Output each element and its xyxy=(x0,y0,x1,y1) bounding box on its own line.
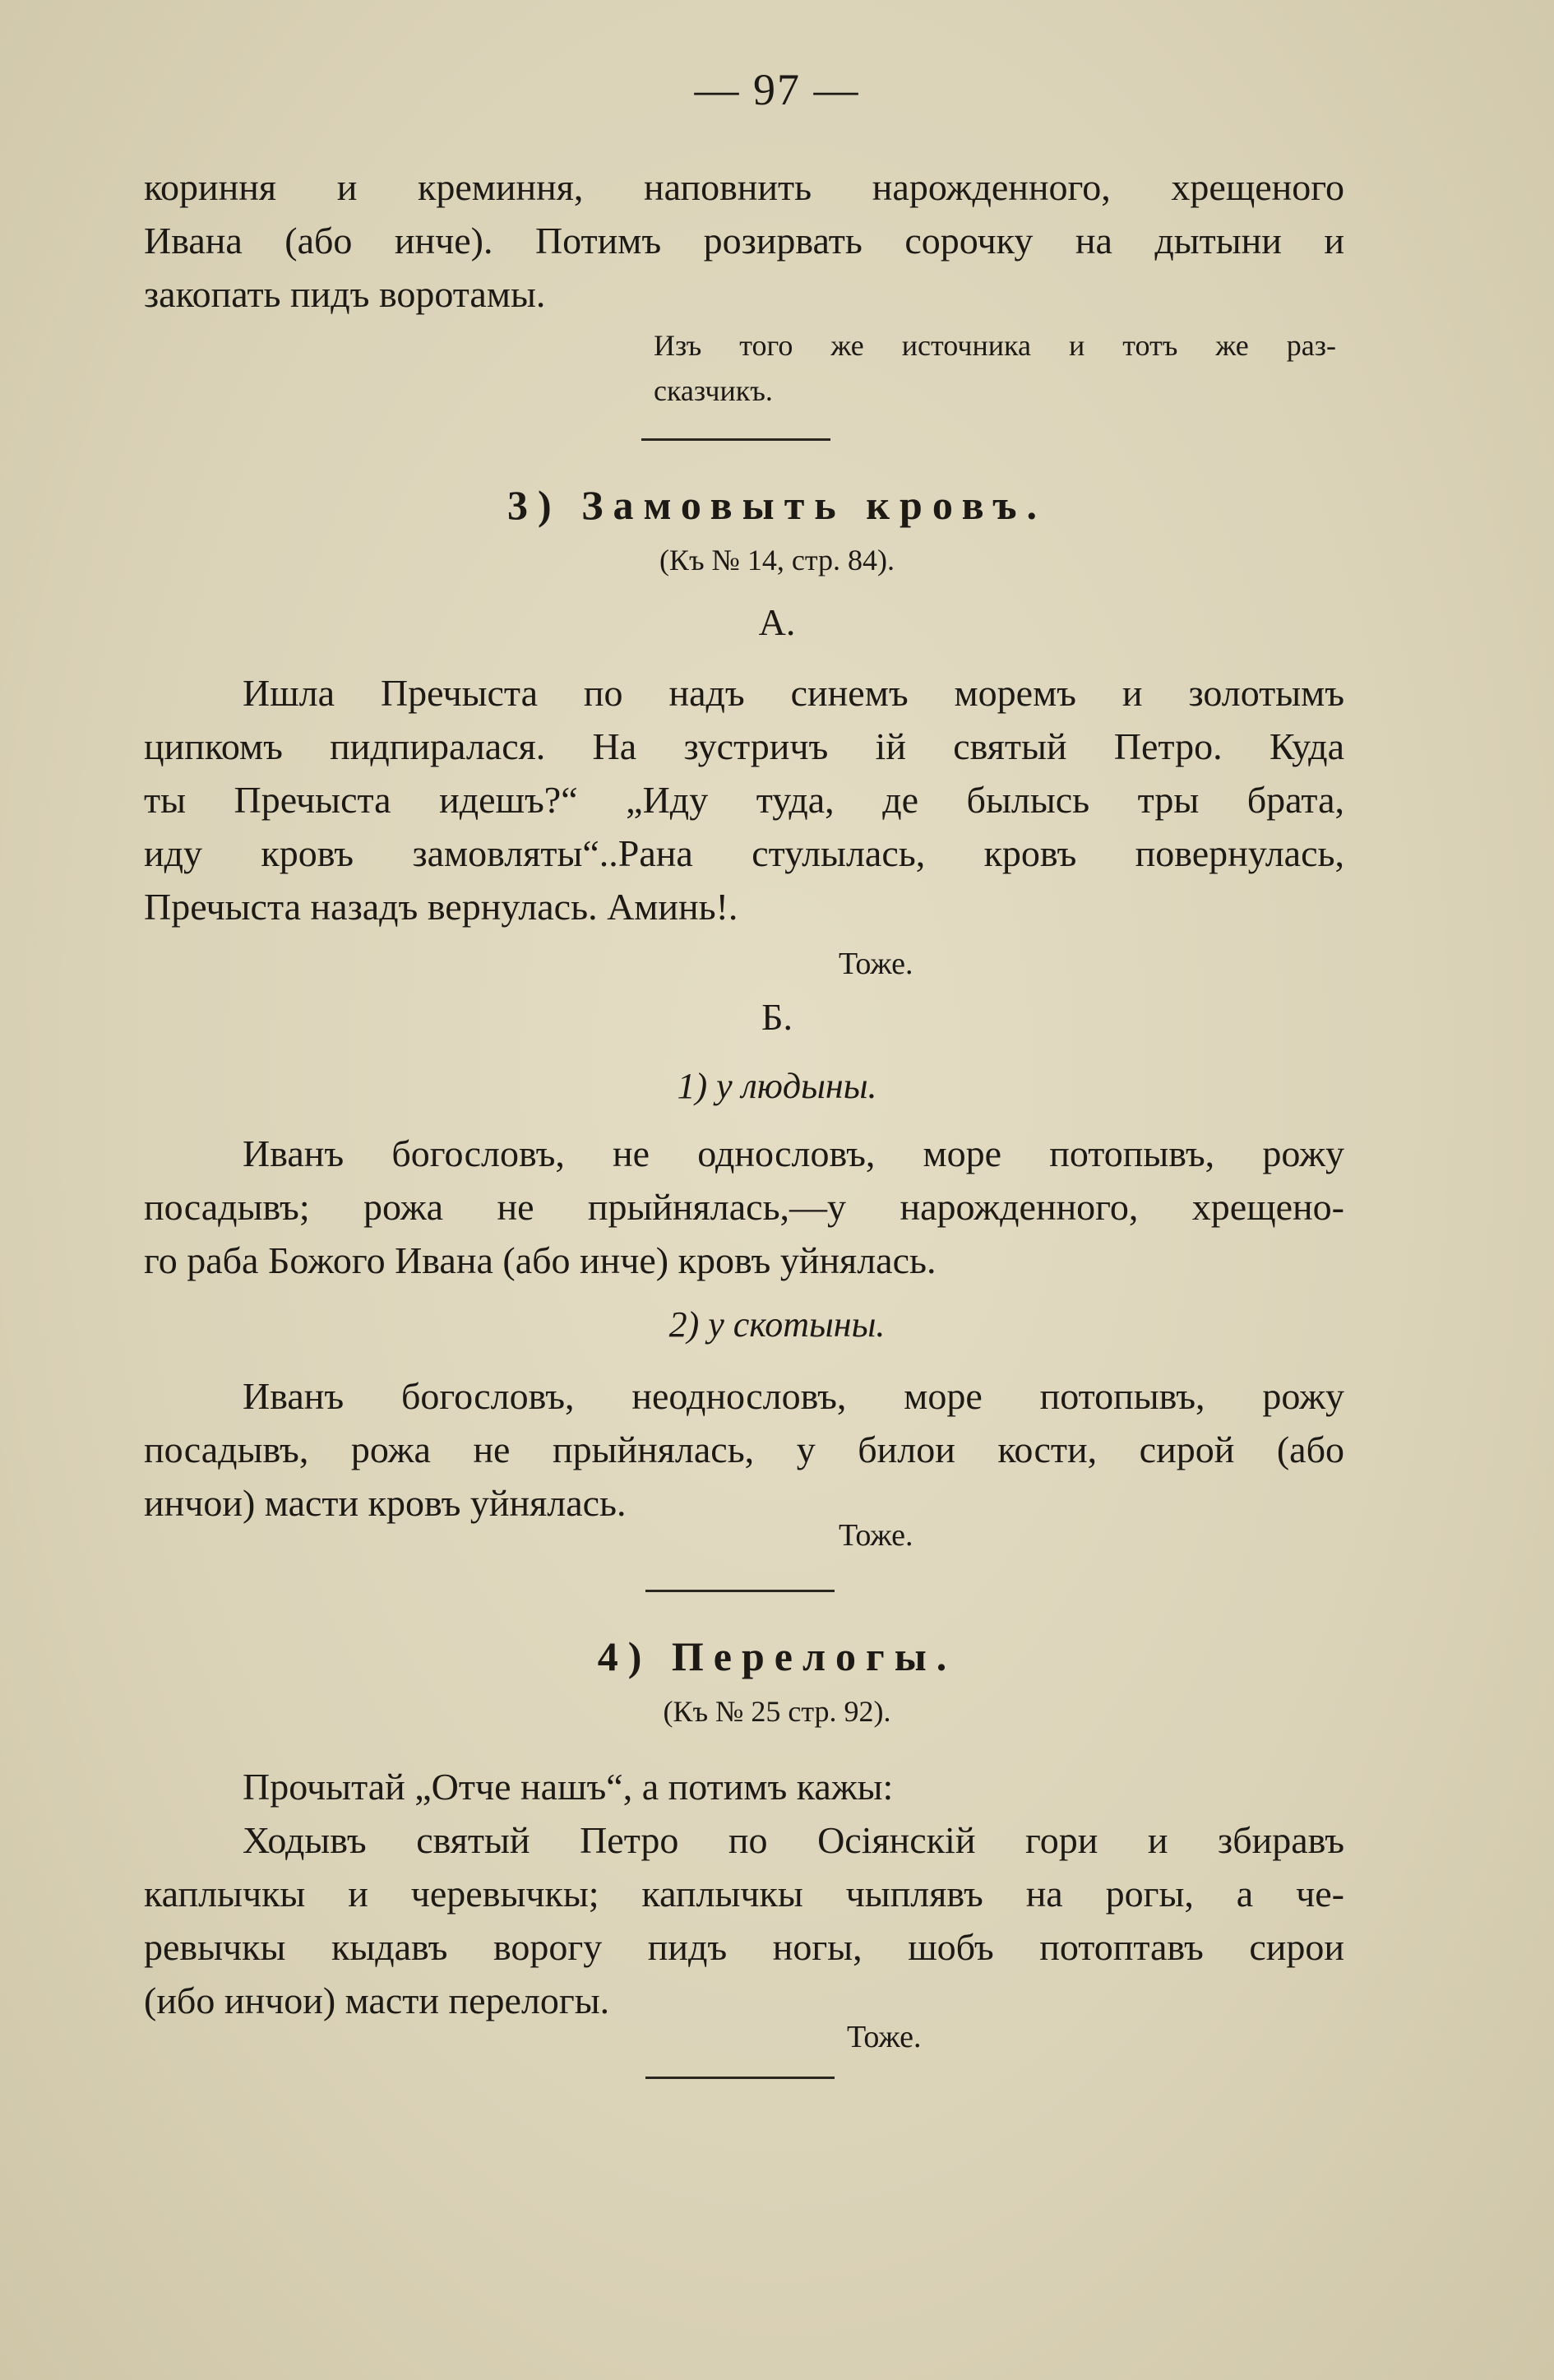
same-source-note: Тоже. xyxy=(847,2020,922,2054)
text-line: Иванъ богословъ, не однословъ, море потопывъ, рожу xyxy=(243,1132,1344,1174)
text-line: иду кровъ замовляты“..Рана стулылась, кровъ повернулась, xyxy=(144,832,1344,874)
text-line: закопать пидъ воротамы. xyxy=(144,273,546,315)
section-reference: (Къ № 14, стр. 84). xyxy=(659,544,895,576)
source-note-cont: сказчикъ. xyxy=(654,374,773,407)
text-line: го раба Божого Ивана (або инче) кровъ уйнялась. xyxy=(144,1239,937,1281)
subsection-letter-b: Б. xyxy=(761,996,793,1038)
section-reference: (Къ № 25 стр. 92). xyxy=(663,1695,891,1728)
section-title: 4) Перелогы. xyxy=(597,1633,957,1679)
text-line: Ходывъ святый Петро по Осіянскій гори и збиравъ xyxy=(243,1819,1344,1861)
text-line: каплычкы и черевычкы; каплычкы чыплявъ на рогы, а че- xyxy=(144,1873,1344,1915)
text-line: инчои) масти кровъ уйнялась. xyxy=(144,1482,627,1524)
charm-b1-paragraph xyxy=(144,1127,1344,1287)
text-line: ты Пречыста идешъ?“ „Иду туда, де былысь тры брата, xyxy=(144,779,1344,821)
subsection-letter-a: А. xyxy=(758,601,796,643)
charm-a-paragraph xyxy=(144,666,1344,933)
text-line: Ишла Пречыста по надъ синемъ моремъ и золотымъ xyxy=(243,672,1344,714)
text-line: кориння и креминня, наповнить нарожденного, хрещеного xyxy=(144,166,1344,208)
page-number: — 97 — xyxy=(694,65,860,114)
text-line: посадывъ; рожа не прыйнялась,—у нарожденного, хрещено- xyxy=(144,1186,1344,1228)
same-source-note: Тоже. xyxy=(839,947,913,981)
text-line: Пречыста назадъ вернулась. Аминь!. xyxy=(144,886,738,928)
text-line: (ибо инчои) масти перелогы. xyxy=(144,1979,610,2021)
text-line: ципкомъ пидпиралася. На зустричъ ій святый Петро. Куда xyxy=(144,725,1344,767)
same-source-note: Тоже. xyxy=(839,1518,913,1553)
subsection-title: 2) у скотыны. xyxy=(668,1304,886,1345)
charm-b2-paragraph xyxy=(144,1369,1344,1530)
text-line: посадывъ, рожа не прыйнялась, у билои кости, сирой (або xyxy=(144,1428,1344,1470)
section-divider xyxy=(645,1590,835,1592)
intro-paragraph xyxy=(144,160,1344,321)
section-title: 3) Замовыть кровъ. xyxy=(506,482,1047,528)
section-divider xyxy=(641,438,830,441)
text-line: Ивана (або инче). Потимъ розирвать сорочку на дытыни и xyxy=(144,220,1344,262)
source-note: Изъ того же источника и тотъ же раз- xyxy=(654,329,1336,362)
subsection-title: 1) у людыны. xyxy=(677,1066,877,1106)
section-divider xyxy=(645,2077,835,2079)
text-line: ревычкы кыдавъ ворогу пидъ ногы, шобъ потоптавъ сирои xyxy=(144,1926,1344,1968)
text-line: Прочытай „Отче нашъ“, а потимъ кажы: xyxy=(243,1766,894,1808)
charm-4-paragraph xyxy=(144,1760,1344,2027)
text-line: Иванъ богословъ, неоднословъ, море потопывъ, рожу xyxy=(243,1375,1344,1417)
